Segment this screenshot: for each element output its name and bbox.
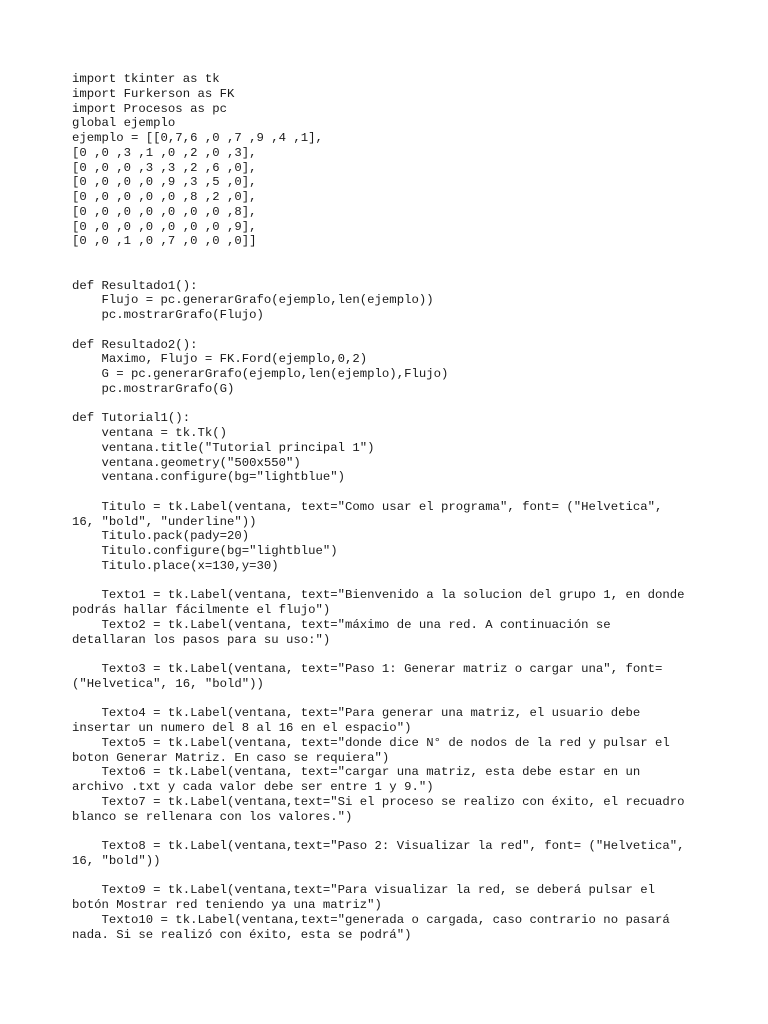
code-line: 16, "bold", "underline")) <box>72 514 257 529</box>
code-line: global ejemplo <box>72 116 176 131</box>
code-line: Texto2 = tk.Label(ventana, text="máximo de una red. A continuación se <box>72 617 611 632</box>
code-line: blanco se rellenara con los valores.") <box>72 809 353 824</box>
code-line: [0 ,0 ,0 ,0 ,9 ,3 ,5 ,0], <box>72 175 257 190</box>
code-line: [0 ,0 ,0 ,3 ,3 ,2 ,6 ,0], <box>72 160 257 175</box>
code-line <box>72 264 712 279</box>
code-line: archivo .txt y cada valor debe ser entre 1 y 9.") <box>72 780 434 794</box>
code-line: import Procesos as pc <box>72 101 227 116</box>
code-line: Titulo.configure(bg="lightblue") <box>72 544 338 558</box>
code-line: nada. Si se realizó con éxito, esta se podrá") <box>72 927 412 942</box>
code-line: ("Helvetica", 16, "bold")) <box>72 676 264 691</box>
code-line: pc.mostrarGrafo(G) <box>72 381 235 396</box>
code-line: Texto7 = tk.Label(ventana,text="Si el proceso se realizo con éxito, el recuadro <box>72 794 685 809</box>
code-line: ventana.configure(bg="lightblue") <box>72 470 346 485</box>
code-listing <box>72 72 712 942</box>
code-line: [0 ,0 ,0 ,0 ,0 ,0 ,0 ,9], <box>72 219 257 234</box>
code-line <box>72 869 712 884</box>
code-line: [0 ,0 ,1 ,0 ,7 ,0 ,0 ,0]] <box>72 234 257 249</box>
code-line: boton Generar Matriz. En caso se requiera") <box>72 750 390 765</box>
code-line <box>72 824 712 839</box>
code-line: def Resultado1(): <box>72 278 198 293</box>
code-line: Texto5 = tk.Label(ventana, text="donde dice N° de nodos de la red y pulsar el <box>72 735 670 750</box>
code-line <box>72 485 712 500</box>
code-line: ejemplo = [[0,7,6 ,0 ,7 ,9 ,4 ,1], <box>72 131 323 145</box>
code-line: [0 ,0 ,0 ,0 ,0 ,8 ,2 ,0], <box>72 190 257 204</box>
code-line: podrás hallar fácilmente el flujo") <box>72 603 331 617</box>
code-line: insertar un numero del 8 al 16 en el espacio") <box>72 721 412 735</box>
code-line <box>72 647 712 662</box>
code-line: ventana.title("Tutorial principal 1") <box>72 440 375 455</box>
code-line: Texto10 = tk.Label(ventana,text="generada o cargada, caso contrario no pasará <box>72 912 670 927</box>
code-line: def Resultado2(): <box>72 337 198 352</box>
code-line: import tkinter as tk <box>72 72 220 86</box>
code-line: Maximo, Flujo = FK.Ford(ejemplo,0,2) <box>72 352 368 367</box>
code-line: Texto8 = tk.Label(ventana,text="Paso 2: Visualizar la red", font= ("Helvetica", <box>72 839 685 853</box>
code-line: [0 ,0 ,0 ,0 ,0 ,0 ,0 ,8], <box>72 204 257 219</box>
code-line: Texto9 = tk.Label(ventana,text="Para visualizar la red, se deberá pulsar el <box>72 883 655 898</box>
code-line: botón Mostrar red teniendo ya una matriz") <box>72 898 382 912</box>
code-line: Titulo = tk.Label(ventana, text="Como usar el programa", font= ("Helvetica", <box>72 499 663 514</box>
code-line <box>72 574 712 589</box>
code-line: Texto3 = tk.Label(ventana, text="Paso 1: Generar matriz o cargar una", font= <box>72 662 663 676</box>
code-line: pc.mostrarGrafo(Flujo) <box>72 308 264 322</box>
code-line: Titulo.place(x=130,y=30) <box>72 558 279 573</box>
code-line: import Furkerson as FK <box>72 86 235 101</box>
code-line: [0 ,0 ,3 ,1 ,0 ,2 ,0 ,3], <box>72 145 257 160</box>
code-line: ventana = tk.Tk() <box>72 426 227 440</box>
code-line <box>72 323 712 338</box>
code-line: Texto4 = tk.Label(ventana, text="Para generar una matriz, el usuario debe <box>72 706 641 721</box>
code-line: G = pc.generarGrafo(ejemplo,len(ejemplo),Flujo) <box>72 367 449 381</box>
code-line <box>72 692 712 707</box>
code-line: 16, "bold")) <box>72 853 161 868</box>
code-line <box>72 249 712 264</box>
code-line <box>72 397 712 412</box>
code-line: Flujo = pc.generarGrafo(ejemplo,len(ejemplo)) <box>72 293 434 308</box>
code-line: Texto6 = tk.Label(ventana, text="cargar una matriz, esta debe estar en un <box>72 765 641 780</box>
code-line: Titulo.pack(pady=20) <box>72 529 250 544</box>
code-line: detallaran los pasos para su uso:") <box>72 632 331 647</box>
code-line: ventana.geometry("500x550") <box>72 455 301 470</box>
code-line: def Tutorial1(): <box>72 411 191 426</box>
code-line: Texto1 = tk.Label(ventana, text="Bienvenido a la solucion del grupo 1, en donde <box>72 588 685 603</box>
